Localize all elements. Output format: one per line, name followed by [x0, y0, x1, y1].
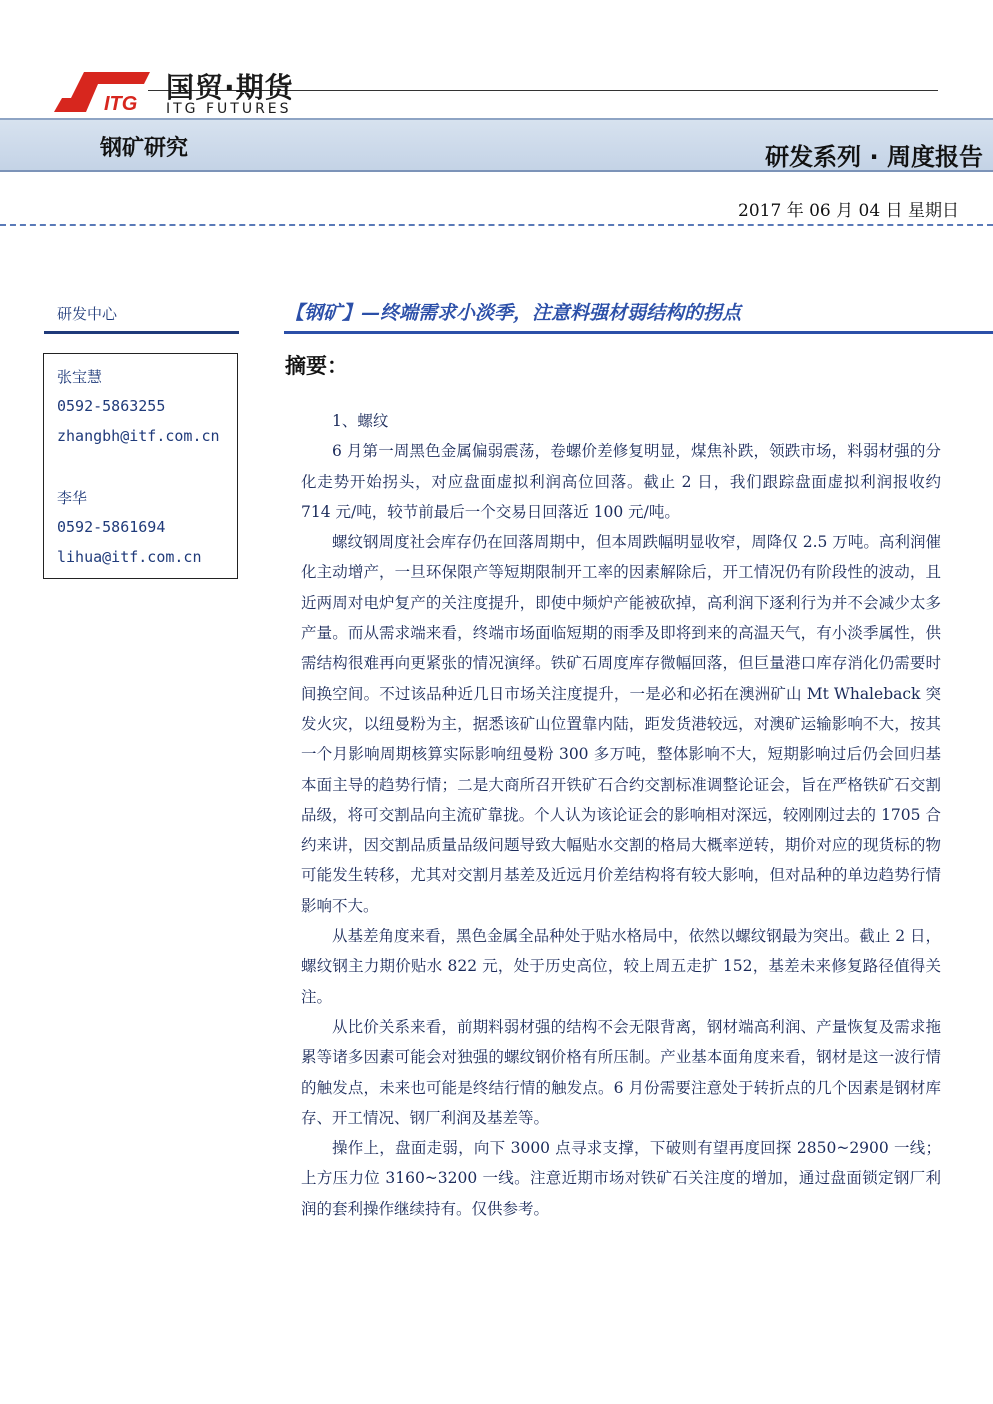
body-paragraph: 螺纹钢周度社会库存仍在回落周期中，但本周跌幅明显收窄，周降仅 2.5 万吨。高利润催化主动增产，一旦环保限产等短期限制开工率的因素解除后，开工情况仍有阶段性的波动，且近两周对电炉复产的关注度提升，即使中频炉产能被砍掉，高利润下逐利行为并不会减少太多产量。而从需求端来看，终端市场面临短期的雨季及即将到来的高温天气，有小淡季属性，供需结构很难再向更紧张的情况演绎。铁矿石周度库存微幅回落，但巨量港口库存消化仍需要时间换空间。不过该品种近几日市场关注度提升，一是必和必拓在澳洲矿山 Mt Whaleback 突发火灾，以纽曼粉为主，据悉该矿山位置靠内陆，距发货港较远，对澳矿运输影响不大，按其一个月影响周期核算实际影响纽曼粉 300 多万吨，整体影响不大，短期影响过后仍会回归基本面主导的趋势行情；二是大商所召开铁矿石合约交割标准调整论证会，旨在严格铁矿石交割品级，将可交割品向主流矿靠拢。个人认为该论证会的影响相对深远，较刚刚过去的 1705 合约来讲，因交割品质量品级问题导致大幅贴水交割的格局大概率逆转，期价对应的现货标的物可能发生转移，尤其对交割月基差及近远月价差结构将有较大影响，但对品种的单边趋势行情影响不大。	[301, 533, 941, 915]
body-paragraph: 6 月第一周黑色金属偏弱震荡，卷螺价差修复明显，煤焦补跌，领跌市场，料弱材强的分化走势开始拐头，对应盘面虚拟利润高位回落。截止 2 日，我们跟踪盘面虚拟利润报收约 714 元/吨，较节前最后一个交易日回落近 100 元/吨。	[301, 442, 941, 521]
dashed-divider	[0, 224, 993, 226]
section-heading: 1、螺纹	[332, 412, 389, 430]
contact-name: 张宝慧	[57, 368, 103, 386]
body-paragraph: 从比价关系来看，前期料弱材强的结构不会无限背离，钢材端高利润、产量恢复及需求拖累等诸多因素可能会对独强的螺纹钢价格有所压制。产业基本面角度来看，钢材是这一波行情的触发点，未来也可能是终结行情的触发点。6 月份需要注意处于转折点的几个因素是钢材库存、开工情况、钢厂利润及基差等。	[301, 1017, 941, 1127]
contact-phone: 0592-5861694	[57, 518, 166, 536]
contact-email[interactable]: zhangbh@itf.com.cn	[57, 427, 220, 445]
brand-name-cn: 国贸·期货	[166, 71, 294, 104]
abstract-label: 摘要：	[285, 354, 348, 378]
title-rule	[284, 331, 993, 334]
itg-logo	[54, 68, 154, 116]
report-series: 研发系列 · 周度报告	[765, 143, 983, 171]
section-label: 钢矿研究	[100, 136, 189, 161]
report-title: 【钢矿】—终端需求小淡季，注意料强材弱结构的拐点	[285, 302, 742, 324]
contact-phone: 0592-5863255	[57, 397, 166, 415]
body-paragraph: 操作上，盘面走弱，向下 3000 点寻求支撑，下破则有望再度回探 2850~2900 一线；上方压力位 3160~3200 一线。注意近期市场对铁矿石关注度的增加，通过盘面锁定钢厂利润的套利操作继续持有。仅供参考。	[301, 1139, 941, 1218]
brand-name-en: ITG FUTURES	[166, 101, 292, 117]
report-body	[301, 406, 941, 1224]
body-paragraph: 从基差角度来看，黑色金属全品种处于贴水格局中，依然以螺纹钢最为突出。截止 2 日，螺纹钢主力期价贴水 822 元，处于历史高位，较上周五走扩 152，基差未来修复路径值得关注。	[301, 927, 941, 1006]
contact-email[interactable]: lihua@itf.com.cn	[57, 548, 202, 566]
contact-name: 李华	[57, 489, 88, 507]
logo-text: ITG	[104, 93, 138, 115]
report-date: 2017 年 06 月 04 日 星期日	[738, 201, 959, 221]
sidebar-title: 研发中心	[57, 305, 118, 323]
sidebar-rule	[44, 331, 239, 334]
